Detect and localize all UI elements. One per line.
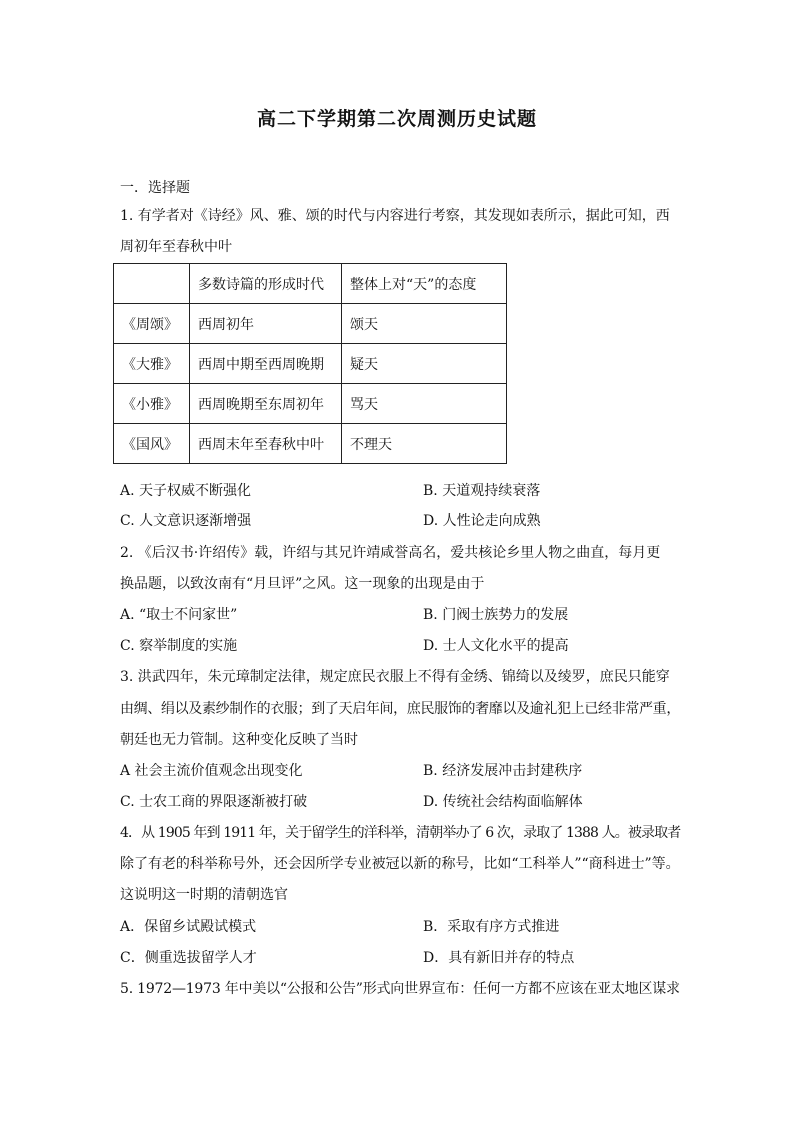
table-cell: 《周颂》 xyxy=(114,304,190,344)
q3-text-line1: 3. 洪武四年，朱元璋制定法律，规定庶民衣服上不得有金绣、锦绮以及绫罗，庶民只能穿 xyxy=(120,669,670,685)
q3-option-c: C. 士农工商的界限逐渐被打破 xyxy=(120,794,308,810)
table-row xyxy=(114,344,507,384)
table-cell: 西周末年至春秋中叶 xyxy=(190,424,342,464)
table-cell: 西周初年 xyxy=(190,304,342,344)
q4-option-a: A．保留乡试殿试模式 xyxy=(120,919,257,935)
table-row xyxy=(114,304,507,344)
table-cell: 颂天 xyxy=(342,304,507,344)
q4-option-d: D．具有新旧并存的特点 xyxy=(423,950,575,966)
q2-option-c: C. 察举制度的实施 xyxy=(120,638,238,654)
q3-option-a: A 社会主流价值观念出现变化 xyxy=(120,763,303,779)
q5-text-line1: 5. 1972—1973 年中美以“公报和公告”形式向世界宣布：任何一方都不应该在亚太地区谋求 xyxy=(120,981,680,997)
table-cell: 西周晚期至东周初年 xyxy=(190,384,342,424)
q4-text-line3: 这说明这一时期的清朝选官 xyxy=(120,887,288,903)
q2-option-d: D. 士人文化水平的提高 xyxy=(423,638,569,654)
table-cell: 《国风》 xyxy=(114,424,190,464)
q2-option-b: B. 门阀士族势力的发展 xyxy=(423,607,569,623)
table-cell: 《小雅》 xyxy=(114,384,190,424)
q3-option-d: D. 传统社会结构面临解体 xyxy=(423,794,583,810)
q1-text-line2: 周初年至春秋中叶 xyxy=(120,239,232,255)
q1-option-a: A. 天子权威不断强化 xyxy=(120,483,252,499)
q2-text-line2: 换品题，以致汝南有“月旦评”之风。这一现象的出现是由于 xyxy=(120,576,485,592)
table-row xyxy=(114,424,507,464)
table-cell: 《大雅》 xyxy=(114,344,190,384)
table-cell: 多数诗篇的形成时代 xyxy=(190,264,342,304)
table-header-row xyxy=(114,264,507,304)
q1-option-d: D. 人性论走向成熟 xyxy=(423,513,541,529)
table-cell: 不理天 xyxy=(342,424,507,464)
q2-text-line1: 2. 《后汉书·许绍传》载，许绍与其兄许靖咸誉高名，爱共核论乡里人物之曲直，每月更 xyxy=(120,545,661,561)
q4-text-line2: 除了有老的科举称号外，还会因所学专业被冠以新的称号，比如“工科举人”“商科进士”等。 xyxy=(120,856,680,872)
table-cell: 疑天 xyxy=(342,344,507,384)
section-heading: 一．选择题 xyxy=(120,180,190,196)
q3-text-line2: 由绸、绢以及素纱制作的衣服；到了天启年间，庶民服饰的奢靡以及逾礼犯上已经非常严重， xyxy=(120,701,680,717)
q3-text-line3: 朝廷也无力管制。这种变化反映了当时 xyxy=(120,732,358,748)
q1-table xyxy=(113,263,507,464)
q1-option-c: C. 人文意识逐渐增强 xyxy=(120,513,252,529)
page-title: 高二下学期第二次周测历史试题 xyxy=(256,108,537,130)
q4-text-line1: 4．从 1905 年到 1911 年，关于留学生的洋科举，清朝举办了 6 次，录取了 1388 人。被录取者 xyxy=(120,825,681,841)
table-cell: 骂天 xyxy=(342,384,507,424)
table-cell: 整体上对“天”的态度 xyxy=(342,264,507,304)
q4-option-b: B．采取有序方式推进 xyxy=(423,919,560,935)
q1-option-b: B. 天道观持续衰落 xyxy=(423,483,541,499)
table-cell xyxy=(114,264,190,304)
table-row xyxy=(114,384,507,424)
q1-text-line1: 1. 有学者对《诗经》风、雅、颂的时代与内容进行考察，其发现如表所示，据此可知，西 xyxy=(120,208,670,224)
q3-option-b: B. 经济发展冲击封建秩序 xyxy=(423,763,583,779)
q4-option-c: C．侧重选拔留学人才 xyxy=(120,950,257,966)
table-cell: 西周中期至西周晚期 xyxy=(190,344,342,384)
q2-option-a: A. “取士不问家世” xyxy=(120,607,238,623)
